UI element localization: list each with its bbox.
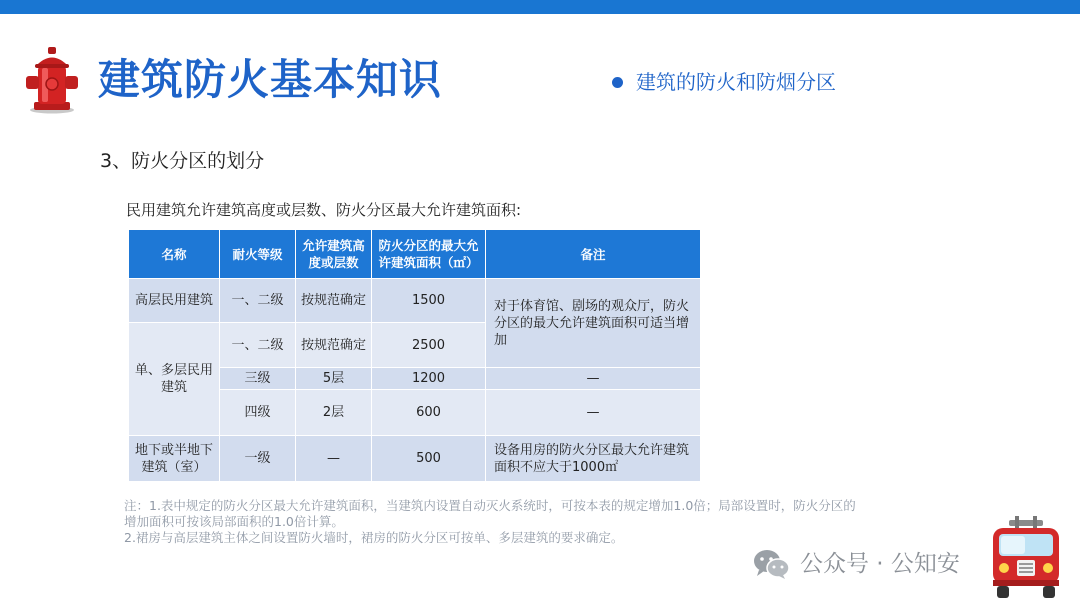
- table-cell: 一级: [220, 436, 296, 482]
- header-cell: 耐火等级: [220, 230, 296, 279]
- table-cell: 500: [372, 436, 486, 482]
- table-row: [129, 279, 701, 323]
- header-cell: 名称: [129, 230, 220, 279]
- table-cell: 设备用房的防火分区最大允许建筑面积不应大于1000㎡: [486, 436, 701, 482]
- table-cell: 2层: [296, 390, 372, 436]
- table-cell: 1500: [372, 279, 486, 323]
- header-cell: 防火分区的最大允许建筑面积（㎡）: [372, 230, 486, 279]
- fire-compartment-table: [128, 229, 700, 480]
- table-cell: 单、多层民用建筑: [129, 323, 220, 436]
- table-cell: 地下或半地下建筑（室）: [129, 436, 220, 482]
- fire-truck-icon: [987, 516, 1065, 600]
- wechat-icon: [752, 548, 790, 580]
- watermark-text: 公众号 · 公知安: [800, 551, 960, 577]
- table-cell: —: [486, 368, 701, 390]
- header-cell: 允许建筑高度或层数: [296, 230, 372, 279]
- table-cell: 600: [372, 390, 486, 436]
- footnote: [124, 498, 864, 546]
- footnote-line: 注：1.表中规定的防火分区最大允许建筑面积，当建筑内设置自动灭火系统时，可按本表的规定增加1.0倍；局部设置时，防火分区的增加面积可按该局部面积的1.0倍计算。: [124, 498, 856, 529]
- bullet-dot-icon: [612, 77, 623, 88]
- table-cell: 对于体育馆、剧场的观众厅，防火分区的最大允许建筑面积可适当增加: [486, 279, 701, 368]
- table-cell: 按规范确定: [296, 323, 372, 368]
- table-cell: 1200: [372, 368, 486, 390]
- footnote-line: 2.裙房与高层建筑主体之间设置防火墙时，裙房的防火分区可按单、多层建筑的要求确定。: [124, 530, 624, 545]
- table-cell: —: [296, 436, 372, 482]
- table-cell: 一、二级: [220, 279, 296, 323]
- page-title: 建筑防火基本知识: [98, 55, 443, 104]
- table-row: [129, 436, 701, 482]
- table-caption: 民用建筑允许建筑高度或层数、防火分区最大允许建筑面积:: [126, 201, 522, 219]
- section-title: 建筑的防火和防烟分区: [636, 70, 836, 94]
- top-accent-bar: [0, 0, 1080, 14]
- table-cell: 三级: [220, 368, 296, 390]
- table-cell: 按规范确定: [296, 279, 372, 323]
- table-cell: 2500: [372, 323, 486, 368]
- table-cell: 四级: [220, 390, 296, 436]
- fire-hydrant-icon: [24, 46, 80, 114]
- table-cell: —: [486, 390, 701, 436]
- section-indicator: [612, 70, 836, 94]
- table-cell: 高层民用建筑: [129, 279, 220, 323]
- header-cell: 备注: [486, 230, 701, 279]
- table-header-row: [129, 230, 701, 279]
- watermark: [752, 548, 960, 580]
- subheading: 3、防火分区的划分: [100, 150, 265, 172]
- table-cell: 一、二级: [220, 323, 296, 368]
- table-cell: 5层: [296, 368, 372, 390]
